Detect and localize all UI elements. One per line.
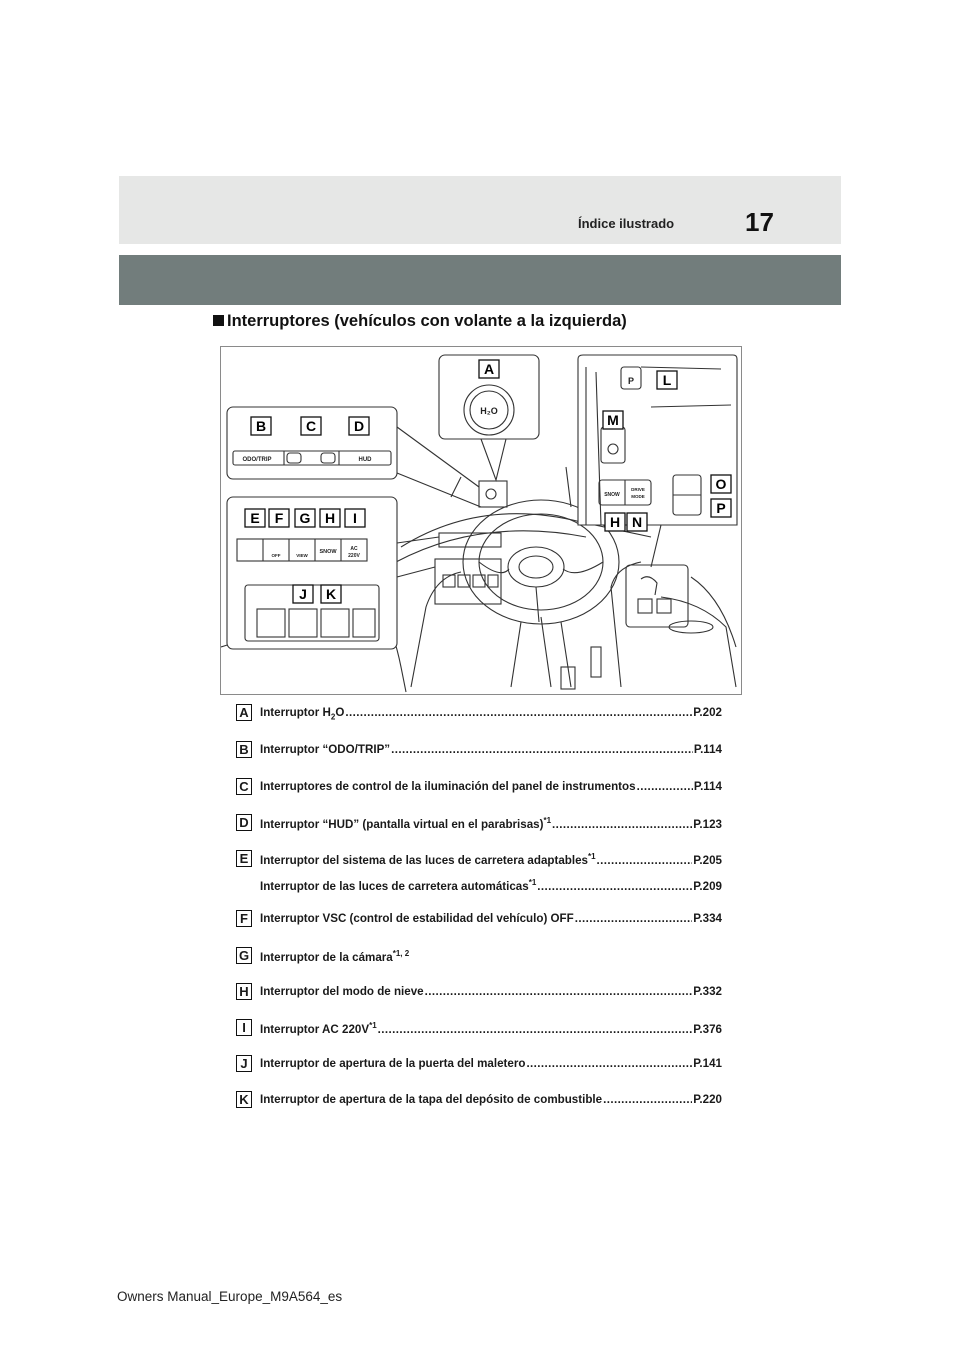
callout-i — [345, 509, 365, 527]
svg-text:E: E — [250, 510, 260, 526]
list-item — [236, 983, 726, 1003]
vsc-off-label: OFF — [271, 553, 281, 558]
header-bar-light — [119, 176, 841, 244]
item-label: Interruptores de control de la iluminación del panel de instrumentos — [260, 780, 636, 793]
svg-text:K: K — [325, 586, 337, 602]
callout-n — [627, 513, 647, 531]
list-item — [236, 704, 726, 724]
callout-g — [295, 509, 315, 527]
svg-text:J: J — [299, 586, 307, 602]
item-label: Interruptor del sistema de las luces de carretera adaptables$^{*1}$ — [260, 852, 596, 867]
section-name: Índice ilustrado — [578, 216, 675, 231]
item-label: Interruptor de la cámara$^{*1, 2}$ — [260, 949, 410, 964]
camera-view-label: VIEW — [296, 553, 308, 558]
svg-text:O: O — [715, 476, 727, 492]
item-letter: B — [236, 741, 252, 758]
item-letter: D — [236, 814, 252, 831]
item-page: P.376 — [693, 1022, 722, 1036]
callout-d — [349, 417, 369, 435]
svg-text:H: H — [324, 510, 336, 526]
svg-text:A: A — [483, 361, 495, 377]
dashboard-drawing — [221, 347, 741, 694]
item-page: P.220 — [693, 1093, 722, 1106]
callout-o — [711, 475, 731, 493]
svg-text:F: F — [274, 510, 284, 526]
list-item — [236, 850, 726, 870]
item-label: Interruptor de apertura de la puerta del maletero — [260, 1057, 526, 1070]
svg-text:C: C — [305, 418, 317, 434]
item-page: P.334 — [693, 912, 722, 925]
svg-text:I: I — [353, 510, 357, 526]
callout-l — [657, 371, 677, 389]
list-item — [236, 778, 726, 798]
list-item — [236, 1091, 726, 1111]
svg-text:B: B — [255, 418, 267, 434]
item-page: P.209 — [693, 879, 722, 893]
header-bar-dark — [119, 255, 841, 305]
item-letter: C — [236, 778, 252, 795]
item-letter: G — [236, 947, 252, 964]
svg-text:P: P — [716, 500, 726, 516]
item-label: Interruptor $H_2O$ — [260, 706, 345, 722]
item-page: P.141 — [693, 1057, 722, 1070]
item-letter: H — [236, 983, 252, 1000]
odo-trip-label: ODO/TRIP — [242, 457, 272, 463]
callout-h-right — [605, 513, 625, 531]
park-label: P — [627, 376, 635, 386]
svg-text:N: N — [631, 514, 643, 530]
callout-k — [321, 585, 341, 603]
callout-p — [711, 499, 731, 517]
square-bullet-icon — [213, 315, 224, 326]
item-letter: I — [236, 1019, 252, 1036]
list-item — [236, 741, 726, 761]
svg-text:H: H — [609, 514, 621, 530]
mode-label: MODE — [631, 494, 645, 499]
svg-text:D: D — [353, 418, 365, 434]
h2o-button-label: H₂O — [480, 406, 498, 416]
callout-h-left — [320, 509, 340, 527]
callout-m — [603, 411, 623, 429]
item-letter: K — [236, 1091, 252, 1108]
svg-text:L: L — [662, 372, 672, 388]
list-item — [236, 814, 726, 834]
callout-e — [245, 509, 265, 527]
callout-c — [301, 417, 321, 435]
ac-label: AC — [350, 546, 358, 552]
list-item — [236, 1019, 726, 1039]
section-title: Interruptores (vehículos con volante a la izquierda) — [213, 312, 627, 331]
item-label: Interruptor de apertura de la tapa del depósito de combustible — [260, 1093, 603, 1106]
callout-f — [269, 509, 289, 527]
item-page: P.114 — [693, 743, 722, 756]
item-label: Interruptor “HUD” (pantalla virtual en el parabrisas)$^{*1}$ — [260, 816, 552, 831]
item-page: P.202 — [693, 706, 722, 719]
item-label: Interruptor VSC (control de estabilidad del vehículo) OFF — [260, 912, 574, 925]
item-page: P.123 — [693, 817, 722, 831]
item-page: P.332 — [693, 985, 722, 998]
page-number: 17 — [745, 207, 774, 237]
list-item — [236, 947, 726, 967]
hud-label: HUD — [358, 457, 372, 463]
item-letter: E — [236, 850, 252, 867]
item-label: Interruptor del modo de nieve — [260, 985, 424, 998]
svg-text:M: M — [607, 412, 619, 428]
item-page: P.205 — [693, 853, 722, 867]
callout-a — [479, 360, 499, 378]
footer-doc-id: Owners Manual_Europe_M9A564_es — [117, 1289, 343, 1304]
item-letter: F — [236, 910, 252, 927]
list-item — [236, 1055, 726, 1075]
list-item — [236, 910, 726, 930]
svg-text:G: G — [299, 510, 311, 526]
list-item — [236, 876, 726, 896]
dashboard-illustration — [220, 346, 742, 695]
snow-label-left: SNOW — [319, 549, 337, 555]
item-page: P.114 — [693, 780, 722, 793]
item-label: Interruptor “ODO/TRIP” — [260, 743, 391, 756]
callout-b — [251, 417, 271, 435]
callout-j — [293, 585, 313, 603]
drive-label: DRIVE — [631, 487, 645, 492]
snow-label-right: SNOW — [604, 492, 620, 498]
item-label: Interruptor AC $220V^{*1}$ — [260, 1021, 377, 1036]
ac-voltage-label: 220V — [348, 553, 360, 559]
item-letter: J — [236, 1055, 252, 1072]
item-letter: A — [236, 704, 252, 721]
item-label: Interruptor de las luces de carretera automáticas$^{*1}$ — [260, 878, 537, 893]
